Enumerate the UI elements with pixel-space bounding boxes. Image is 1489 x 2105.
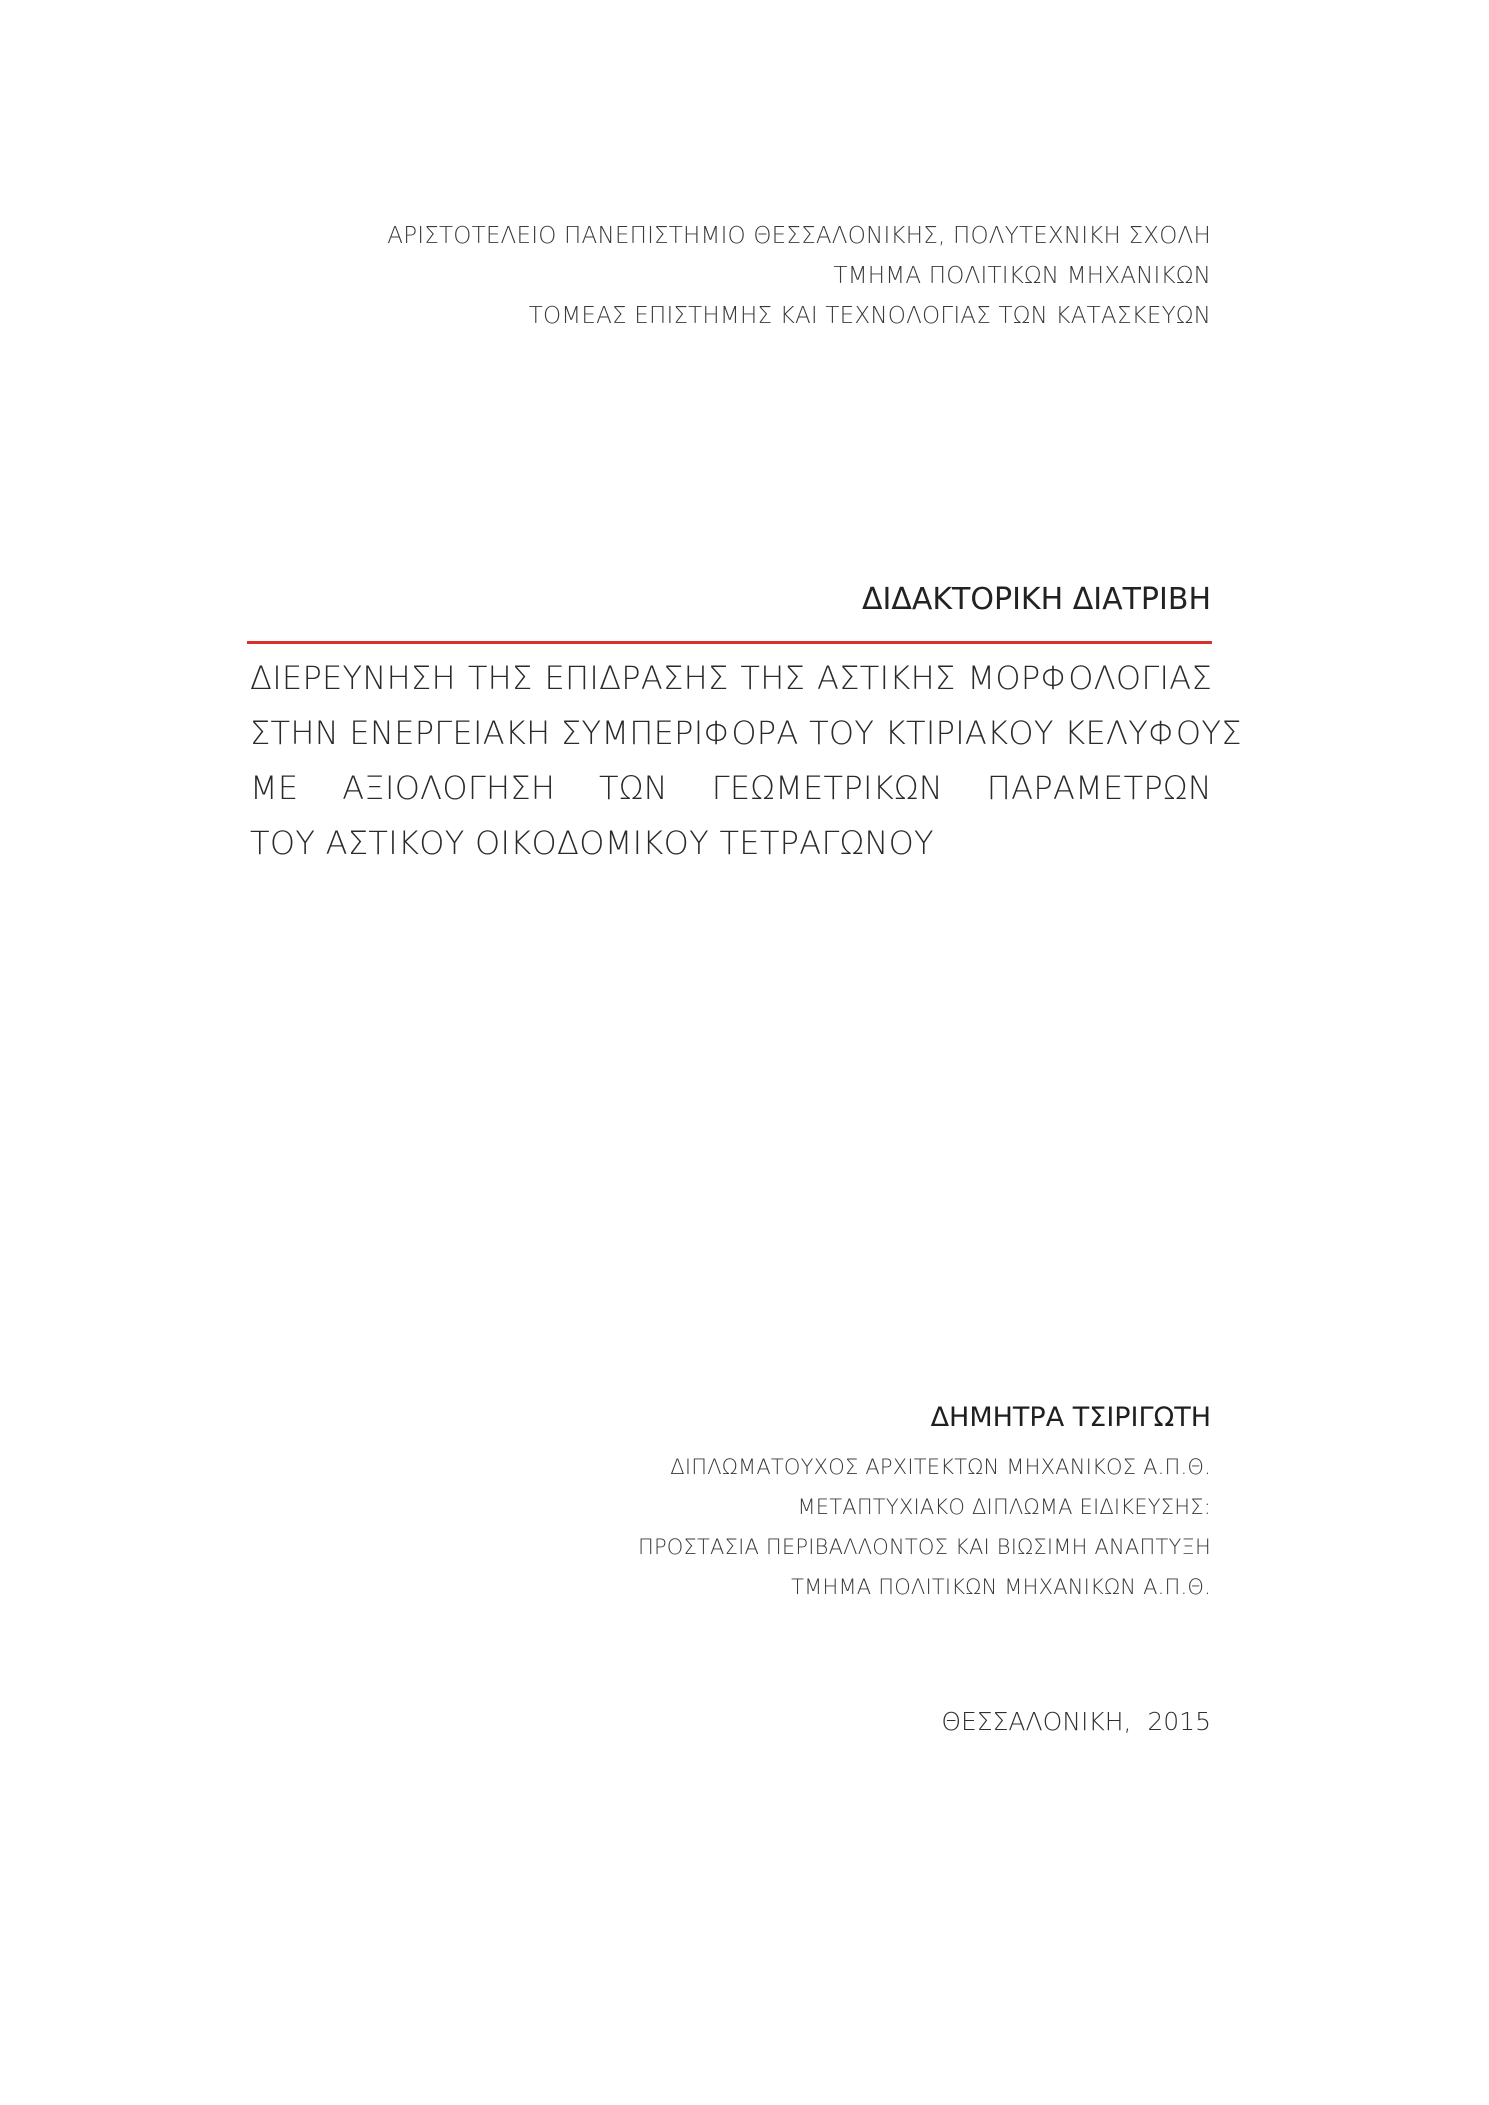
credential-department: ΤΜΗΜΑ ΠΟΛΙΤΙΚΩΝ ΜΗΧΑΝΙΚΩΝ Α.Π.Θ. — [791, 1575, 1211, 1599]
thesis-title — [250, 651, 1242, 871]
institution-header — [387, 216, 1211, 336]
credential-masters-field: ΠΡΟΣΤΑΣΙΑ ΠΕΡΙΒΑΛΛΟΝΤΟΣ ΚΑΙ ΒΙΩΣΙΜΗ ΑΝΑΠΤΥΞΗ — [637, 1535, 1211, 1559]
credential-diploma: ΔΙΠΛΩΜΑΤΟΥΧΟΣ ΑΡΧΙΤΕΚΤΩΝ ΜΗΧΑΝΙΚΟΣ Α.Π.Θ. — [670, 1455, 1211, 1479]
author-name: ΔΗΜΗΤΡΑ ΤΣΙΡΙΓΩΤΗ — [930, 1402, 1211, 1433]
author-credentials — [638, 1447, 1211, 1607]
document-type: ΔΙΔΑΚΤΟΡΙΚΗ ΔΙΑΤΡΙΒΗ — [861, 582, 1211, 617]
credential-masters: ΜΕΤΑΠΤΥΧΙΑΚΟ ΔΙΠΛΩΜΑ ΕΙΔΙΚΕΥΣΗΣ: — [797, 1495, 1211, 1519]
place-and-year: ΘΕΣΣΑΛΟΝΙΚΗ, 2015 — [941, 1707, 1211, 1736]
thesis-title-line-2: ΣΤΗΝ ΕΝΕΡΓΕΙΑΚΗ ΣΥΜΠΕΡΙΦΟΡΑ ΤΟΥ ΚΤΙΡΙΑΚΟΥ ΚΕΛΥΦΟΥΣ — [250, 714, 1242, 752]
institution-sector: ΤΟΜΕΑΣ ΕΠΙΣΤΗΜΗΣ ΚΑΙ ΤΕΧΝΟΛΟΓΙΑΣ ΤΩΝ ΚΑΤΑΣΚΕΥΩΝ — [528, 303, 1211, 329]
institution-university: ΑΡΙΣΤΟΤΕΛΕΙΟ ΠΑΝΕΠΙΣΤΗΜΙΟ ΘΕΣΣΑΛΟΝΙΚΗΣ, ΠΟΛΥΤΕΧΝΙΚΗ ΣΧΟΛΗ — [387, 223, 1211, 249]
title-divider — [247, 641, 1212, 644]
thesis-title-line-3: ΜΕ ΑΞΙΟΛΟΓΗΣΗ ΤΩΝ ΓΕΩΜΕΤΡΙΚΩΝ ΠΑΡΑΜΕΤΡΩΝ — [250, 769, 1212, 807]
thesis-title-line-1: ΔΙΕΡΕΥΝΗΣΗ ΤΗΣ ΕΠΙΔΡΑΣΗΣ ΤΗΣ ΑΣΤΙΚΗΣ ΜΟΡΦΟΛΟΓΙΑΣ — [250, 659, 1212, 697]
institution-department: ΤΜΗΜΑ ΠΟΛΙΤΙΚΩΝ ΜΗΧΑΝΙΚΩΝ — [833, 263, 1211, 289]
thesis-title-line-4: ΤΟΥ ΑΣΤΙΚΟΥ ΟΙΚΟΔΟΜΙΚΟΥ ΤΕΤΡΑΓΩΝΟΥ — [250, 824, 934, 862]
